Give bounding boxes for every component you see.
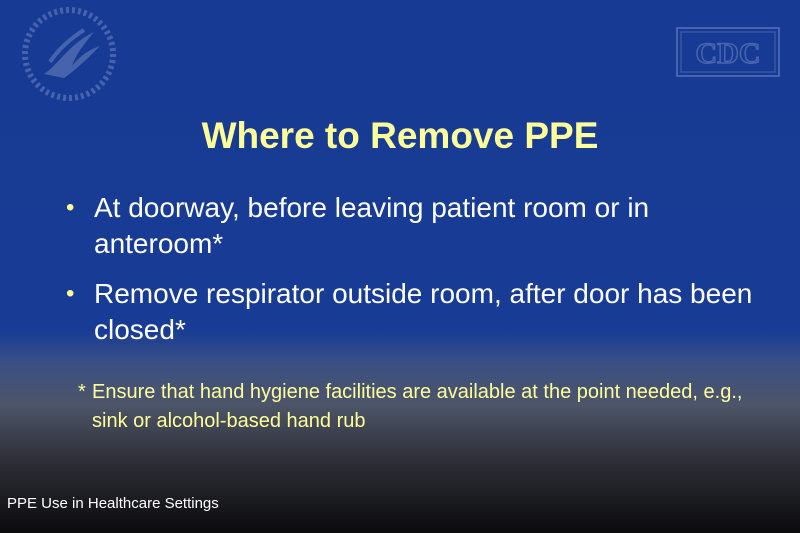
bullet-text: Remove respirator outside room, after door has been closed* (94, 278, 753, 345)
bullet-item (64, 190, 764, 262)
cdc-logo-icon (676, 27, 780, 77)
slide-title: Where to Remove PPE (201, 115, 599, 156)
footnote (78, 378, 758, 436)
hhs-seal-icon (14, 4, 124, 104)
bullet-icon: • (66, 194, 75, 221)
footnote-text: Ensure that hand hygiene facilities are available at the point needed, e.g., sink or alcohol-based hand rub (92, 381, 743, 432)
bullet-list (64, 190, 764, 362)
svg-text:CDC: CDC (695, 37, 761, 70)
bullet-text: At doorway, before leaving patient room or in anteroom* (94, 192, 650, 259)
footnote-mark: * (78, 381, 86, 403)
bullet-icon: • (66, 280, 75, 307)
bullet-item (64, 276, 764, 348)
footer-text: PPE Use in Healthcare Settings (7, 495, 219, 512)
